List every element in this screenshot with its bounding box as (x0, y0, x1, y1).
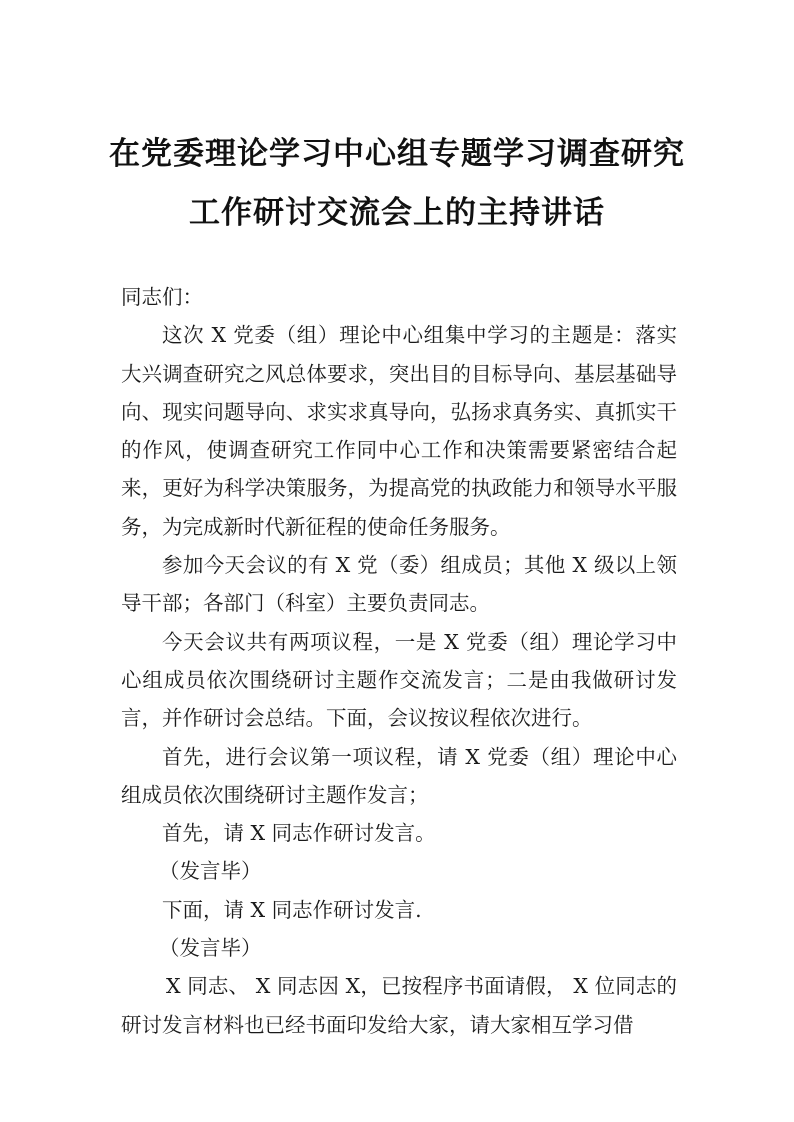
document-title-line-2: 工作研讨交流会上的主持讲话 (189, 195, 605, 231)
salutation: 同志们： (121, 285, 203, 309)
paragraph-speech-end-2: （发言毕） (159, 936, 262, 961)
paragraph-speech-end-1: （发言毕） (159, 859, 262, 884)
paragraph-leave-notice: X 同志、 X 同志因 X，已按程序书面请假， X 位同志的研讨发言材料也已经书面印发给大家，请大家相互学习借 (121, 974, 677, 1037)
paragraph-first-item: 首先，进行会议第一项议程，请 X 党委（组）理论中心组成员依次围绕研讨主题作发言； (121, 744, 677, 807)
paragraph-theme: 这次 X 党委（组）理论中心组集中学习的主题是：落实大兴调查研究之风总体要求，突出目的目标导向、基层基础导向、现实问题导向、求实求真导向，弘扬求真务实、真抓实干的作风，使调查研究工作同中心工作和决策需要紧密结合起来，更好为科学决策服务，为提高党的执政能力和领导水平服务，为完成新时代新征程的使命任务服务。 (121, 323, 677, 539)
document-body (121, 278, 677, 1044)
paragraph-speaker-1: 首先，请 X 同志作研讨发言。 (162, 821, 436, 846)
paragraph-attendees: 参加今天会议的有 X 党（委）组成员；其他 X 级以上领导干部；各部门（科室）主要负责同志。 (121, 553, 677, 616)
paragraph-speaker-2: 下面，请 X 同志作研讨发言. (162, 897, 422, 922)
paragraph-agenda: 今天会议共有两项议程，一是 X 党委（组）理论学习中心组成员依次围绕研讨主题作交流发言；二是由我做研讨发言，并作研讨会总结。下面，会议按议程依次进行。 (121, 629, 677, 731)
document-title-line-1: 在党委理论学习中心组专题学习调查研究 (109, 136, 685, 172)
